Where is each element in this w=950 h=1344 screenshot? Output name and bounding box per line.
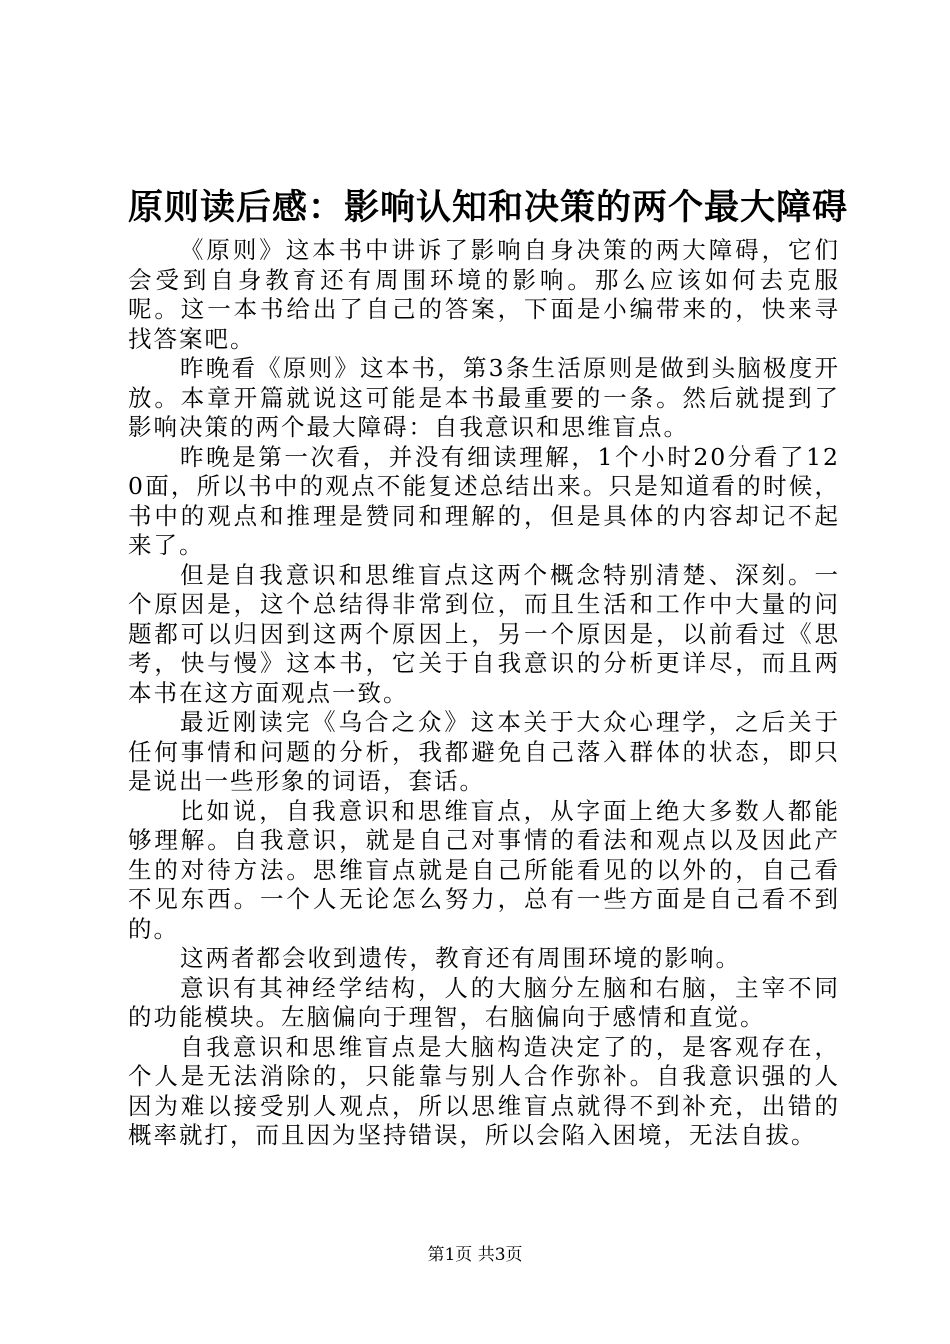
page-footer: 第1页 共3页	[427, 1245, 523, 1265]
paragraph-2: 昨晚看《原则》这本书，第3条生活原则是做到头脑极度开放。本章开篇就说这可能是本书最重要的一条。然后就提到了影响决策的两个最大障碍：自我意识和思维盲点。	[128, 354, 840, 441]
page-title: 原则读后感：影响认知和决策的两个最大障碍	[128, 187, 849, 228]
paragraph-4: 但是自我意识和思维盲点这两个概念特别清楚、深刻。一个原因是，这个总结得非常到位，而且生活和工作中大量的问题都可以归因到这两个原因上，另一个原因是，以前看过《思考，快与慢》这本书，它关于自我意识的分析更详尽，而且两本书在这方面观点一致。	[128, 560, 840, 707]
paragraph-6: 比如说，自我意识和思维盲点，从字面上绝大多数人都能够理解。自我意识，就是自己对事情的看法和观点以及因此产生的对待方法。思维盲点就是自己所能看见的以外的，自己看不见东西。一个人无论怎么努力，总有一些方面是自己看不到的。	[128, 796, 840, 943]
article-body	[128, 236, 840, 1151]
paragraph-7: 这两者都会收到遗传，教育还有周围环境的影响。	[180, 944, 741, 972]
paragraph-9: 自我意识和思维盲点是大脑构造决定了的，是客观存在，个人是无法消除的，只能靠与别人合作弥补。自我意识强的人因为难以接受别人观点，所以思维盲点就得不到补充，出错的概率就打，而且因为坚持错误，所以会陷入困境，无法自拔。	[128, 1032, 840, 1149]
paragraph-8: 意识有其神经学结构，人的大脑分左脑和右脑，主宰不同的功能模块。左脑偏向于理智，右脑偏向于感情和直觉。	[128, 973, 840, 1031]
paragraph-3: 昨晚是第一次看，并没有细读理解，1个小时20分看了120面，所以书中的观点不能复述总结出来。只是知道看的时候，书中的观点和推理是赞同和理解的，但是具体的内容却记不起来了。	[128, 442, 840, 559]
paragraph-intro: 《原则》这本书中讲诉了影响自身决策的两大障碍，它们会受到自身教育还有周围环境的影响。那么应该如何去克服呢。这一本书给出了自己的答案，下面是小编带来的，快来寻找答案吧。	[128, 236, 840, 353]
paragraph-5: 最近刚读完《乌合之众》这本关于大众心理学，之后关于任何事情和问题的分析，我都避免自己落入群体的状态，即只是说出一些形象的词语，套话。	[128, 708, 840, 795]
